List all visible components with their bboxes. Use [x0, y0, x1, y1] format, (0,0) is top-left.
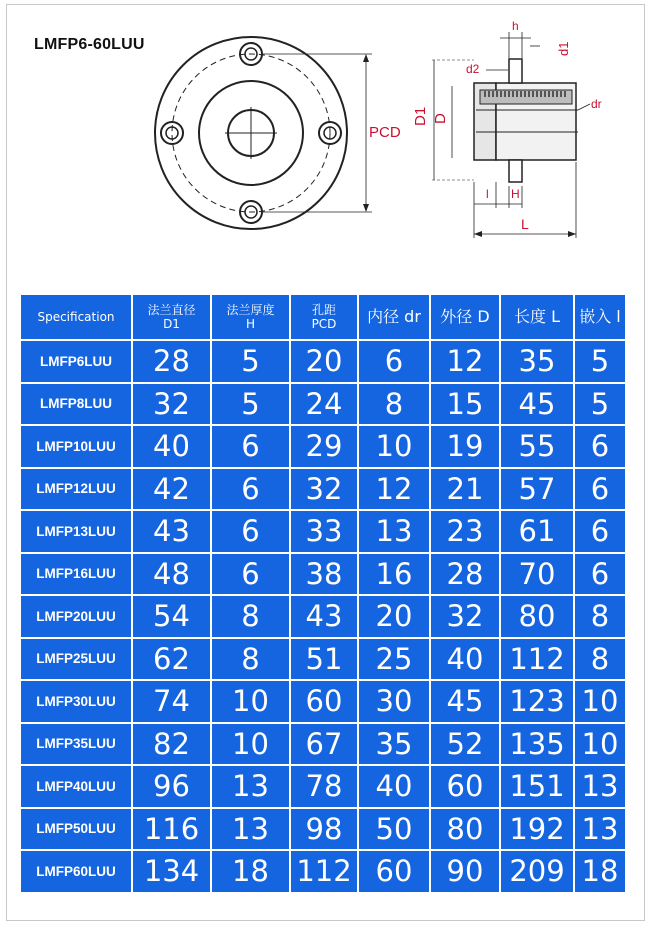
cell-length: 57: [501, 469, 573, 510]
cell-dr: 10: [359, 426, 429, 467]
header-pcd: 孔距 PCD: [291, 295, 357, 339]
cell-d: 45: [431, 681, 499, 722]
header-embed: 嵌入 l: [575, 295, 625, 339]
label-h: h: [512, 19, 519, 33]
cell-dr: 13: [359, 511, 429, 552]
cell-d: 28: [431, 554, 499, 595]
table-row: [21, 596, 625, 637]
cell-d1: 32: [133, 384, 210, 425]
table-row: [21, 766, 625, 807]
table-row: [21, 469, 625, 510]
table-row: [21, 724, 625, 765]
cell-embed: 6: [575, 426, 625, 467]
cell-pcd: 29: [291, 426, 357, 467]
cell-embed: 10: [575, 724, 625, 765]
cell-model: LMFP30LUU: [21, 681, 131, 722]
cell-embed: 13: [575, 809, 625, 850]
cell-d: 80: [431, 809, 499, 850]
cell-model: LMFP60LUU: [21, 851, 131, 892]
cell-dr: 60: [359, 851, 429, 892]
table-row: [21, 554, 625, 595]
cell-embed: 18: [575, 851, 625, 892]
cell-d1: 74: [133, 681, 210, 722]
cell-d1: 43: [133, 511, 210, 552]
cell-h: 10: [212, 681, 289, 722]
cell-pcd: 78: [291, 766, 357, 807]
header-specification: Specification: [21, 295, 131, 339]
cell-d1: 54: [133, 596, 210, 637]
cell-h: 6: [212, 511, 289, 552]
cell-dr: 30: [359, 681, 429, 722]
cell-pcd: 112: [291, 851, 357, 892]
lug-bottom: [509, 160, 522, 182]
cell-d: 23: [431, 511, 499, 552]
cell-pcd: 38: [291, 554, 357, 595]
cell-length: 192: [501, 809, 573, 850]
cell-dr: 8: [359, 384, 429, 425]
header-dr: 内径 dr: [359, 295, 429, 339]
cell-h: 6: [212, 426, 289, 467]
label-h-cap: H: [511, 187, 520, 201]
cell-embed: 6: [575, 511, 625, 552]
cell-model: LMFP35LUU: [21, 724, 131, 765]
cell-d: 21: [431, 469, 499, 510]
cell-pcd: 33: [291, 511, 357, 552]
cell-d: 12: [431, 341, 499, 382]
cell-model: LMFP50LUU: [21, 809, 131, 850]
cell-d1: 62: [133, 639, 210, 680]
cell-length: 70: [501, 554, 573, 595]
cell-embed: 6: [575, 469, 625, 510]
cell-h: 5: [212, 384, 289, 425]
table-row: [21, 341, 625, 382]
lug-top: [509, 59, 522, 83]
table-row: [21, 639, 625, 680]
cell-embed: 5: [575, 384, 625, 425]
label-dr: dr: [591, 97, 602, 111]
table-row: [21, 681, 625, 722]
table-row: [21, 851, 625, 892]
table-row: [21, 426, 625, 467]
cell-d: 52: [431, 724, 499, 765]
label-d1-small: d1: [556, 41, 571, 56]
side-view: [432, 32, 590, 238]
cell-length: 80: [501, 596, 573, 637]
cell-dr: 12: [359, 469, 429, 510]
cell-embed: 8: [575, 639, 625, 680]
cell-model: LMFP13LUU: [21, 511, 131, 552]
product-title: LMFP6-60LUU: [34, 36, 145, 53]
cell-dr: 6: [359, 341, 429, 382]
cell-pcd: 24: [291, 384, 357, 425]
cell-d: 19: [431, 426, 499, 467]
label-l-cap: L: [521, 216, 529, 232]
cell-d: 40: [431, 639, 499, 680]
cell-embed: 13: [575, 766, 625, 807]
technical-drawing: [0, 0, 651, 290]
cell-model: LMFP25LUU: [21, 639, 131, 680]
cell-d: 15: [431, 384, 499, 425]
cell-pcd: 98: [291, 809, 357, 850]
header-h: 法兰厚度 H: [212, 295, 289, 339]
cell-d: 60: [431, 766, 499, 807]
cell-d1: 82: [133, 724, 210, 765]
cell-length: 209: [501, 851, 573, 892]
cell-h: 13: [212, 809, 289, 850]
cell-h: 18: [212, 851, 289, 892]
cell-h: 8: [212, 596, 289, 637]
cell-h: 8: [212, 639, 289, 680]
cell-length: 35: [501, 341, 573, 382]
cell-pcd: 20: [291, 341, 357, 382]
cell-length: 151: [501, 766, 573, 807]
cell-model: LMFP16LUU: [21, 554, 131, 595]
cell-model: LMFP8LUU: [21, 384, 131, 425]
cell-length: 55: [501, 426, 573, 467]
cell-h: 13: [212, 766, 289, 807]
header-d1: 法兰直径 D1: [133, 295, 210, 339]
table-row: [21, 384, 625, 425]
cell-dr: 35: [359, 724, 429, 765]
header-d: 外径 D: [431, 295, 499, 339]
cell-length: 135: [501, 724, 573, 765]
cell-length: 45: [501, 384, 573, 425]
cell-length: 61: [501, 511, 573, 552]
table-row: [21, 511, 625, 552]
table-header-row: [21, 295, 625, 339]
cell-model: LMFP12LUU: [21, 469, 131, 510]
label-l-small: l: [486, 187, 489, 201]
cell-d1: 28: [133, 341, 210, 382]
cell-length: 112: [501, 639, 573, 680]
cell-dr: 16: [359, 554, 429, 595]
cell-d1: 134: [133, 851, 210, 892]
cell-d1: 42: [133, 469, 210, 510]
label-pcd: PCD: [369, 124, 401, 141]
cell-h: 10: [212, 724, 289, 765]
cell-d1: 40: [133, 426, 210, 467]
cell-pcd: 67: [291, 724, 357, 765]
spec-table: [19, 293, 627, 894]
cell-model: LMFP10LUU: [21, 426, 131, 467]
label-d1-outer: D1: [412, 106, 429, 126]
cell-d1: 48: [133, 554, 210, 595]
cell-d1: 96: [133, 766, 210, 807]
header-length: 长度 L: [501, 295, 573, 339]
cell-pcd: 32: [291, 469, 357, 510]
cell-model: LMFP6LUU: [21, 341, 131, 382]
cell-dr: 50: [359, 809, 429, 850]
front-view: [155, 37, 372, 229]
cell-model: LMFP20LUU: [21, 596, 131, 637]
cell-pcd: 43: [291, 596, 357, 637]
cell-h: 6: [212, 554, 289, 595]
cell-pcd: 51: [291, 639, 357, 680]
cell-embed: 10: [575, 681, 625, 722]
cell-d1: 116: [133, 809, 210, 850]
table-row: [21, 809, 625, 850]
cell-model: LMFP40LUU: [21, 766, 131, 807]
label-d-outer: D: [432, 113, 449, 124]
cell-dr: 25: [359, 639, 429, 680]
label-d2: d2: [466, 62, 480, 76]
cell-embed: 8: [575, 596, 625, 637]
cell-dr: 20: [359, 596, 429, 637]
cell-length: 123: [501, 681, 573, 722]
cell-embed: 5: [575, 341, 625, 382]
cell-h: 6: [212, 469, 289, 510]
cell-embed: 6: [575, 554, 625, 595]
cell-d: 32: [431, 596, 499, 637]
cell-dr: 40: [359, 766, 429, 807]
cell-h: 5: [212, 341, 289, 382]
cell-d: 90: [431, 851, 499, 892]
cell-pcd: 60: [291, 681, 357, 722]
